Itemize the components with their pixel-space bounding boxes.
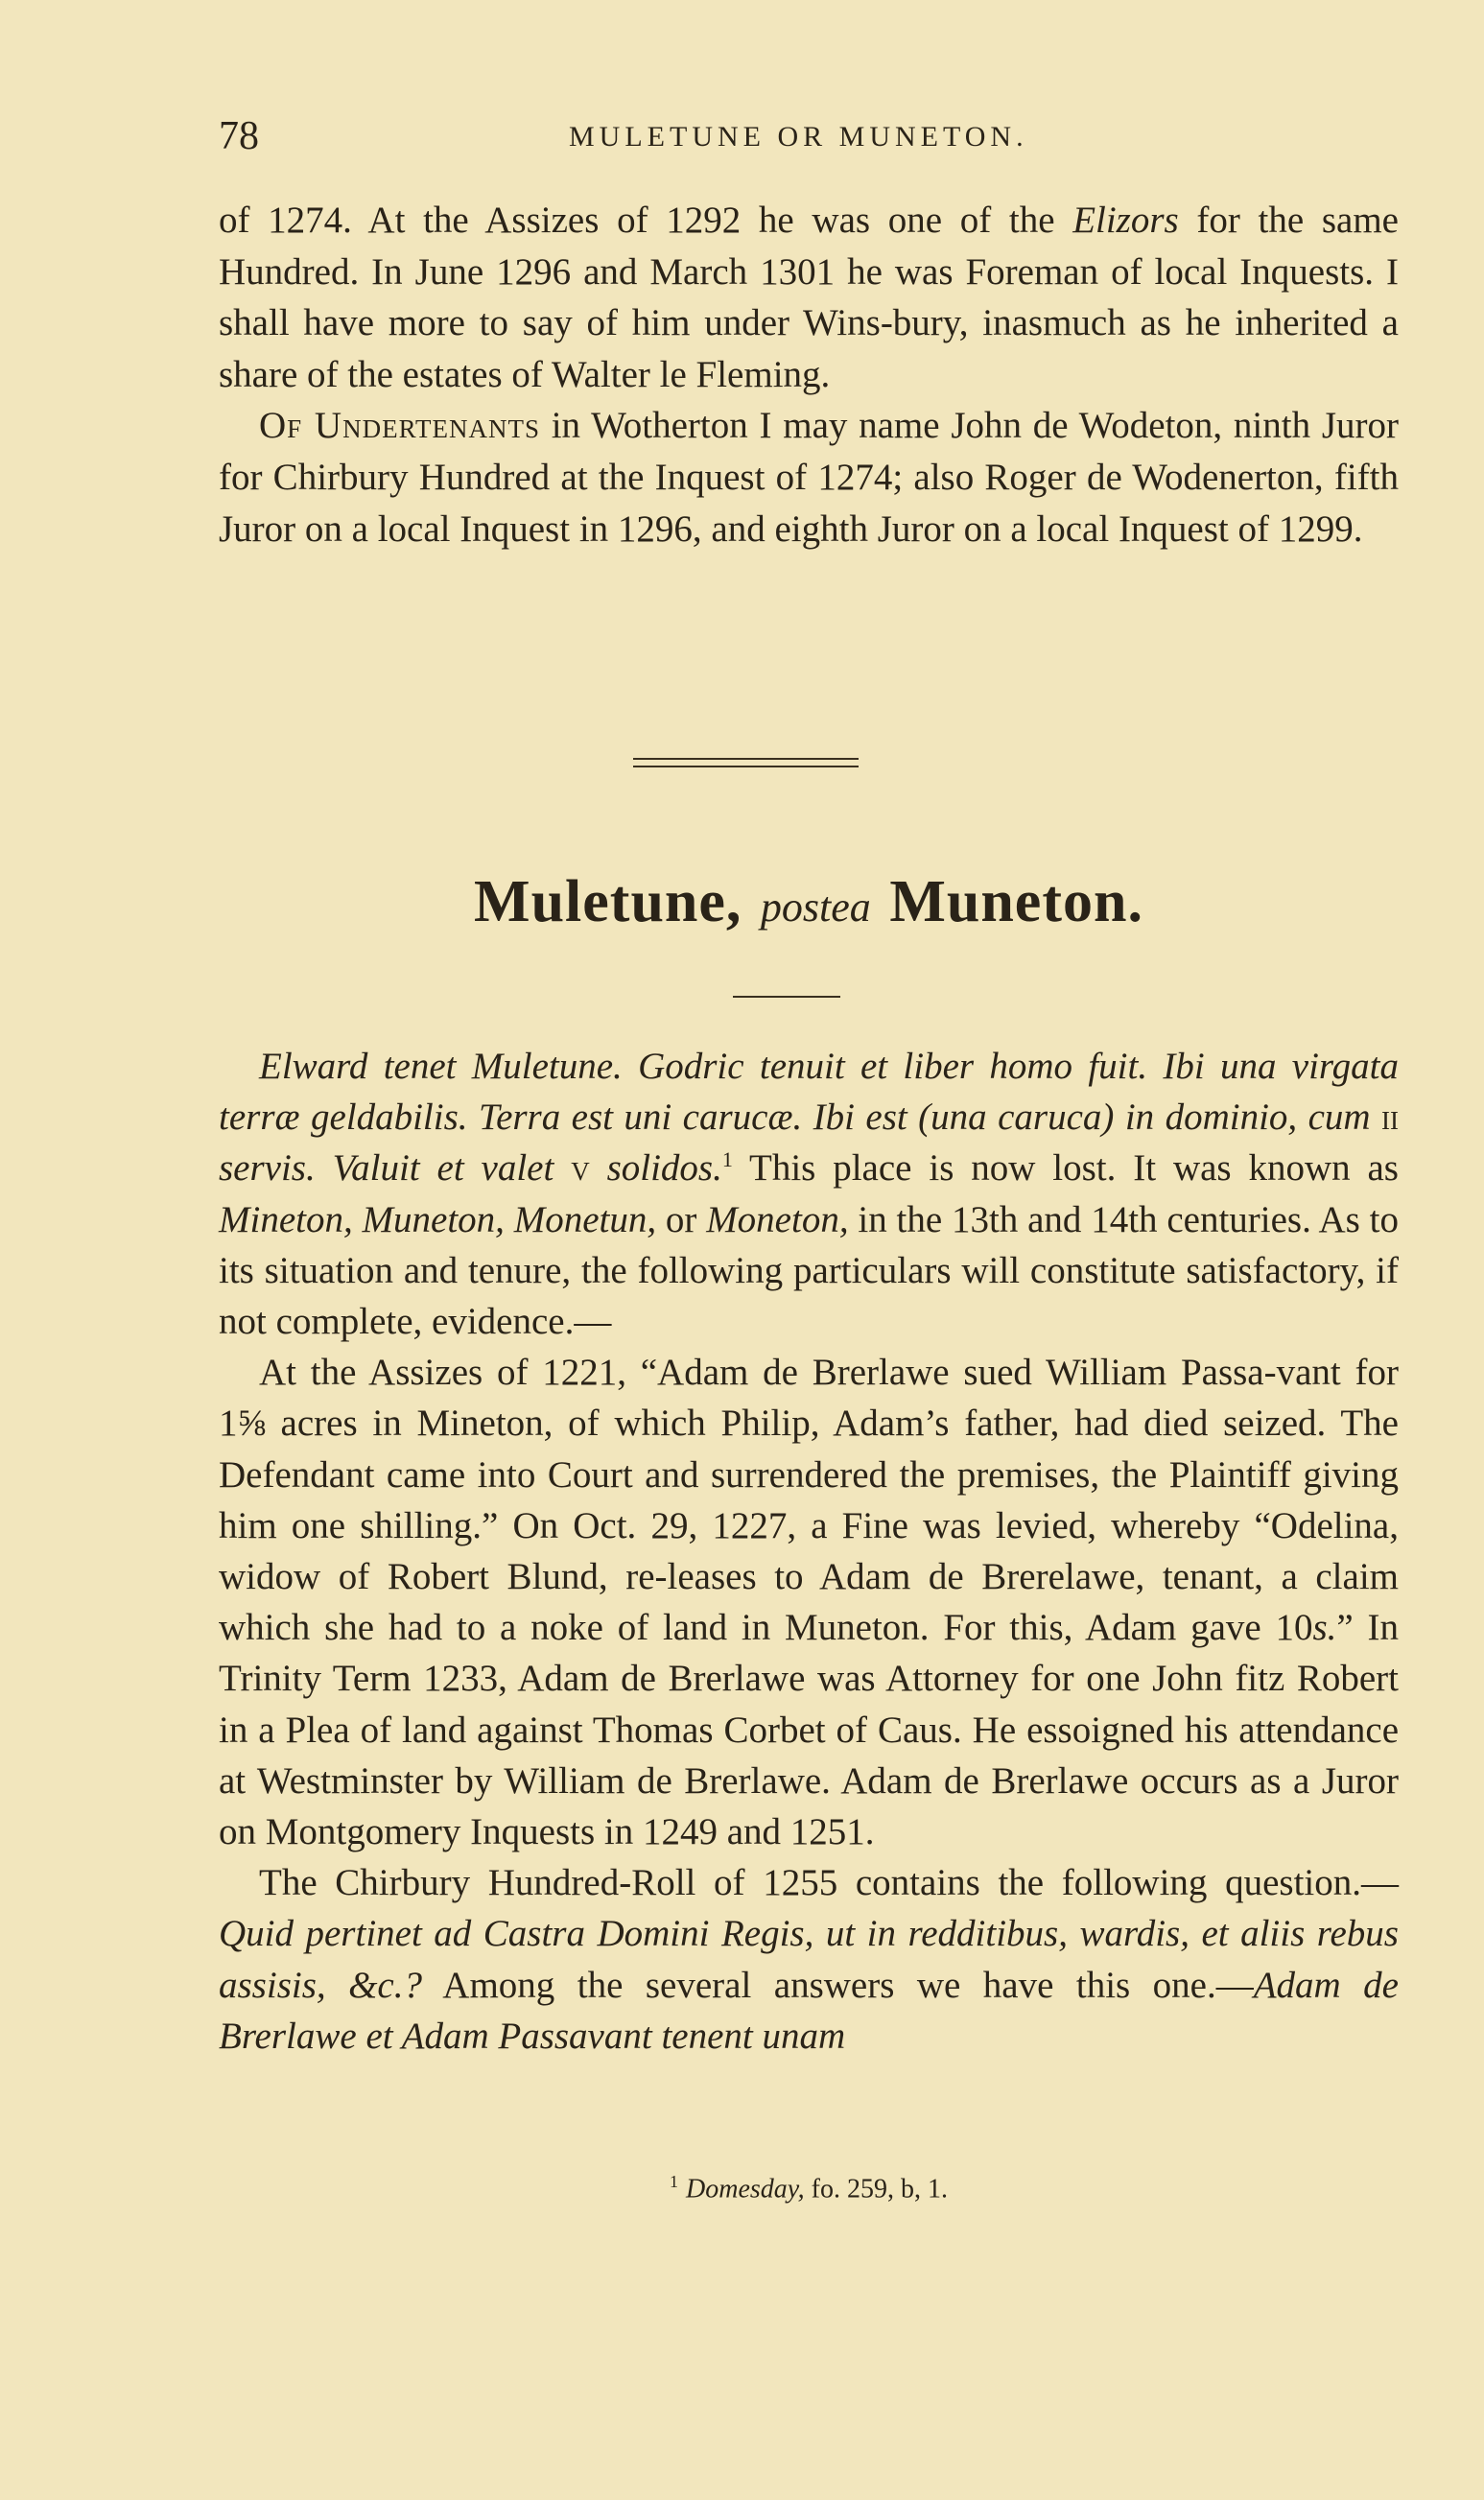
paragraph: The Chirbury Hundred-Roll of 1255 contains the following question.—Quid pertinet ad Castra Domini Regis, ut in redditibus, wardis, et aliis rebus assisis, &c.? Among the several answers we have this one.—Adam de Brerlawe et Adam Passavant tenent unam (219, 1862, 1399, 2057)
continuation-text (219, 195, 1399, 554)
paragraph: At the Assizes of 1221, “Adam de Brerlawe sued William Passa-vant for 1⅝ acres in Mineton, of which Philip, Adam’s father, had died seized. The Defendant came into Court and surrendered the premises, the Plaintiff giving him one shilling.” On Oct. 29, 1227, a Fine was levied, whereby “Odelina, widow of Robert Blund, re-leases to Adam de Brerelawe, tenant, a claim which she had to a noke of land in Muneton. For this, Adam gave 10s.” In Trinity Term 1233, Adam de Brerlawe was Attorney for one John fitz Robert in a Plea of land against Thomas Corbet of Caus. He essoigned his attendance at Westminster by William de Brerlawe. Adam de Brerlawe occurs as a Juror on Montgomery Inquests in 1249 and 1251. (219, 1352, 1399, 1853)
section-divider (633, 758, 859, 767)
paragraph: Of Undertenants in Wotherton I may name John de Wodeton, ninth Juror for Chirbury Hundred at the Inquest of 1274; also Roger de Wodenerton, fifth Juror on a local Inquest in 1296, and eighth Juror on a local Inquest of 1299. (219, 405, 1400, 550)
section-heading: Muletune, postea Muneton. (474, 869, 1143, 934)
paragraph: Elward tenet Muletune. Godric tenuit et liber homo fuit. Ibi una virgata terræ geldabilis. Terra est uni carucæ. Ibi est (una caruca) in dominio, cum ii servis. Valuit et valet v solidos.$^1$ This place is now lost. It was known as Mineton, Muneton, Monetun, or Moneton, in the 13th and 14th centuries. As to its situation and tenure, the following particulars will constitute satisfactory, if not complete, evidence.— (219, 1046, 1399, 1343)
running-head (219, 113, 1399, 171)
page-number: 78 (219, 114, 259, 158)
heading-rule (733, 996, 840, 998)
footnote-source: Domesday, (686, 2174, 805, 2205)
footnote: $^1$ Domesday, fo. 259, b, 1. (670, 2172, 948, 2205)
running-title: MULETUNE OR MUNETON. (569, 121, 1028, 153)
footnote-ref: 1 (721, 1147, 733, 1172)
footnote-mark: 1 (670, 2172, 678, 2191)
paragraph: of 1274. At the Assizes of 1292 he was one of the Elizors for the same Hundred. In June 1296 and March 1301 he was Foreman of local Inquests. I shall have more to say of him under Wins-bury, inasmuch as he inherited a share of the estates of Walter le Fleming. (219, 200, 1399, 395)
small-caps-lead: Of Undertenants (259, 405, 540, 447)
section-text (219, 1041, 1399, 2062)
